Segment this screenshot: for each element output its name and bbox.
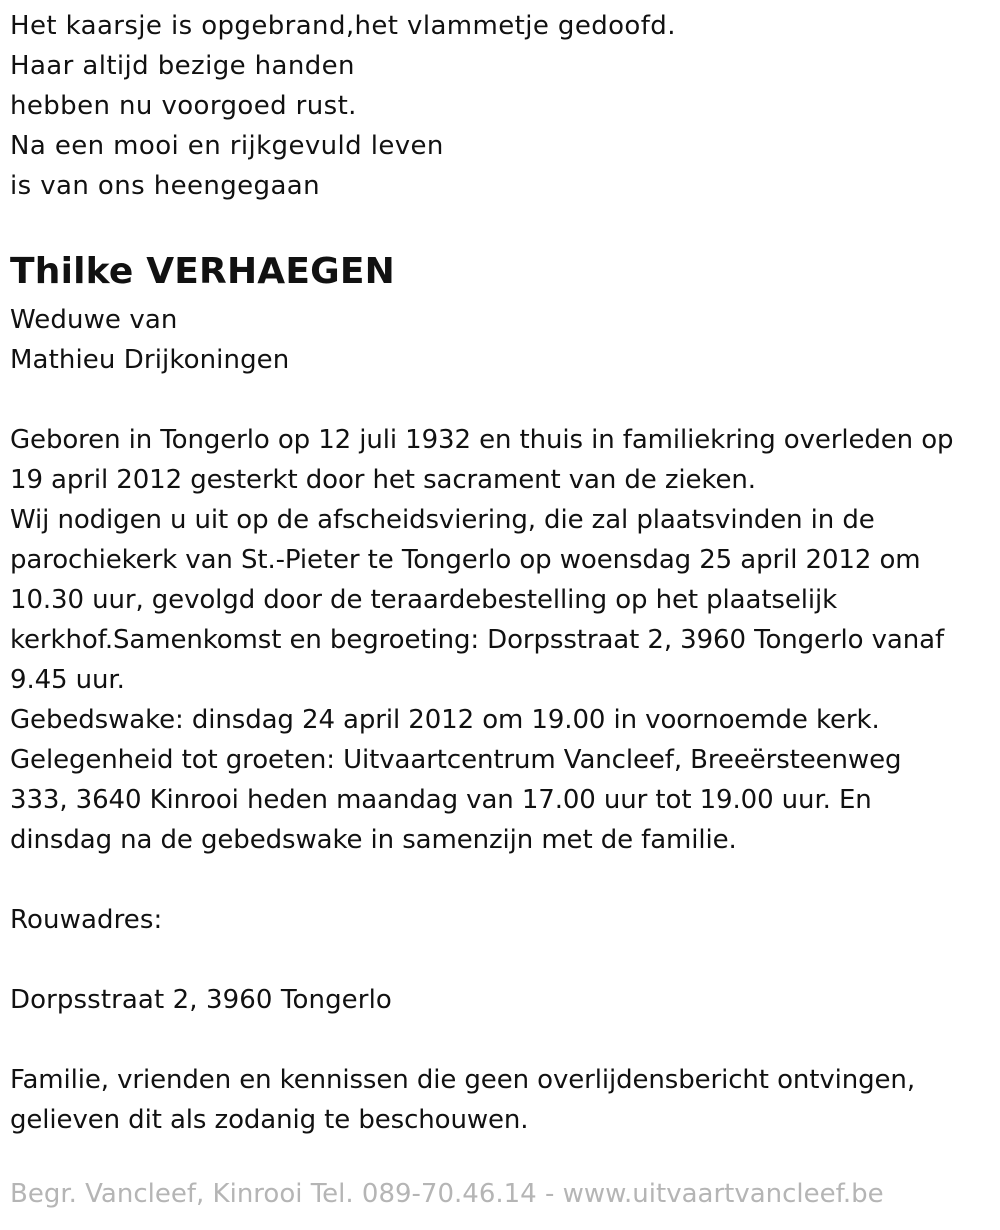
announcement-line: Geboren in Tongerlo op 12 juli 1932 en thuis in familiekring overleden op bbox=[10, 425, 954, 455]
funeral-home-footer: Begr. Vancleef, Kinrooi Tel. 089-70.46.14 - www.uitvaartvancleef.be bbox=[10, 1179, 884, 1209]
poem bbox=[10, 6, 990, 206]
poem-line: Het kaarsje is opgebrand,het vlammetje gedoofd. bbox=[10, 11, 676, 41]
poem-line: hebben nu voorgoed rust. bbox=[10, 91, 357, 121]
announcement-line: 19 april 2012 gesterkt door het sacrament van de zieken. bbox=[10, 465, 756, 495]
spacer bbox=[10, 1020, 990, 1060]
announcement-line: Wij nodigen u uit op de afscheidsviering, die zal plaatsvinden in de bbox=[10, 505, 875, 535]
obituary-notice bbox=[10, 6, 990, 1140]
closing-line: Familie, vrienden en kennissen die geen overlijdensbericht ontvingen, bbox=[10, 1065, 915, 1095]
announcement-line: dinsdag na de gebedswake in samenzijn met de familie. bbox=[10, 825, 737, 855]
closing-note bbox=[10, 1060, 990, 1140]
announcement bbox=[10, 420, 990, 860]
spacer bbox=[10, 940, 990, 980]
announcement-line: 333, 3640 Kinrooi heden maandag van 17.00 uur tot 19.00 uur. En bbox=[10, 785, 872, 815]
spacer bbox=[10, 380, 990, 420]
poem-line: is van ons heengegaan bbox=[10, 171, 320, 201]
announcement-line: 9.45 uur. bbox=[10, 665, 125, 695]
mourning-address: Dorpsstraat 2, 3960 Tongerlo bbox=[10, 985, 392, 1015]
spouse-name: Mathieu Drijkoningen bbox=[10, 345, 290, 375]
poem-line: Haar altijd bezige handen bbox=[10, 51, 355, 81]
announcement-line: Gebedswake: dinsdag 24 april 2012 om 19.00 in voornoemde kerk. bbox=[10, 705, 880, 735]
spacer bbox=[10, 860, 990, 900]
mourning-address-label: Rouwadres: bbox=[10, 905, 163, 935]
poem-line: Na een mooi en rijkgevuld leven bbox=[10, 131, 444, 161]
deceased-name: Thilke VERHAEGEN bbox=[10, 251, 396, 292]
announcement-line: parochiekerk van St.-Pieter te Tongerlo op woensdag 25 april 2012 om bbox=[10, 545, 921, 575]
announcement-line: kerkhof.Samenkomst en begroeting: Dorpsstraat 2, 3960 Tongerlo vanaf bbox=[10, 625, 945, 655]
announcement-line: 10.30 uur, gevolgd door de teraardebestelling op het plaatselijk bbox=[10, 585, 838, 615]
closing-line: gelieven dit als zodanig te beschouwen. bbox=[10, 1105, 529, 1135]
announcement-line: Gelegenheid tot groeten: Uitvaartcentrum Vancleef, Breeërsteenweg bbox=[10, 745, 902, 775]
relation-line: Weduwe van bbox=[10, 305, 178, 335]
